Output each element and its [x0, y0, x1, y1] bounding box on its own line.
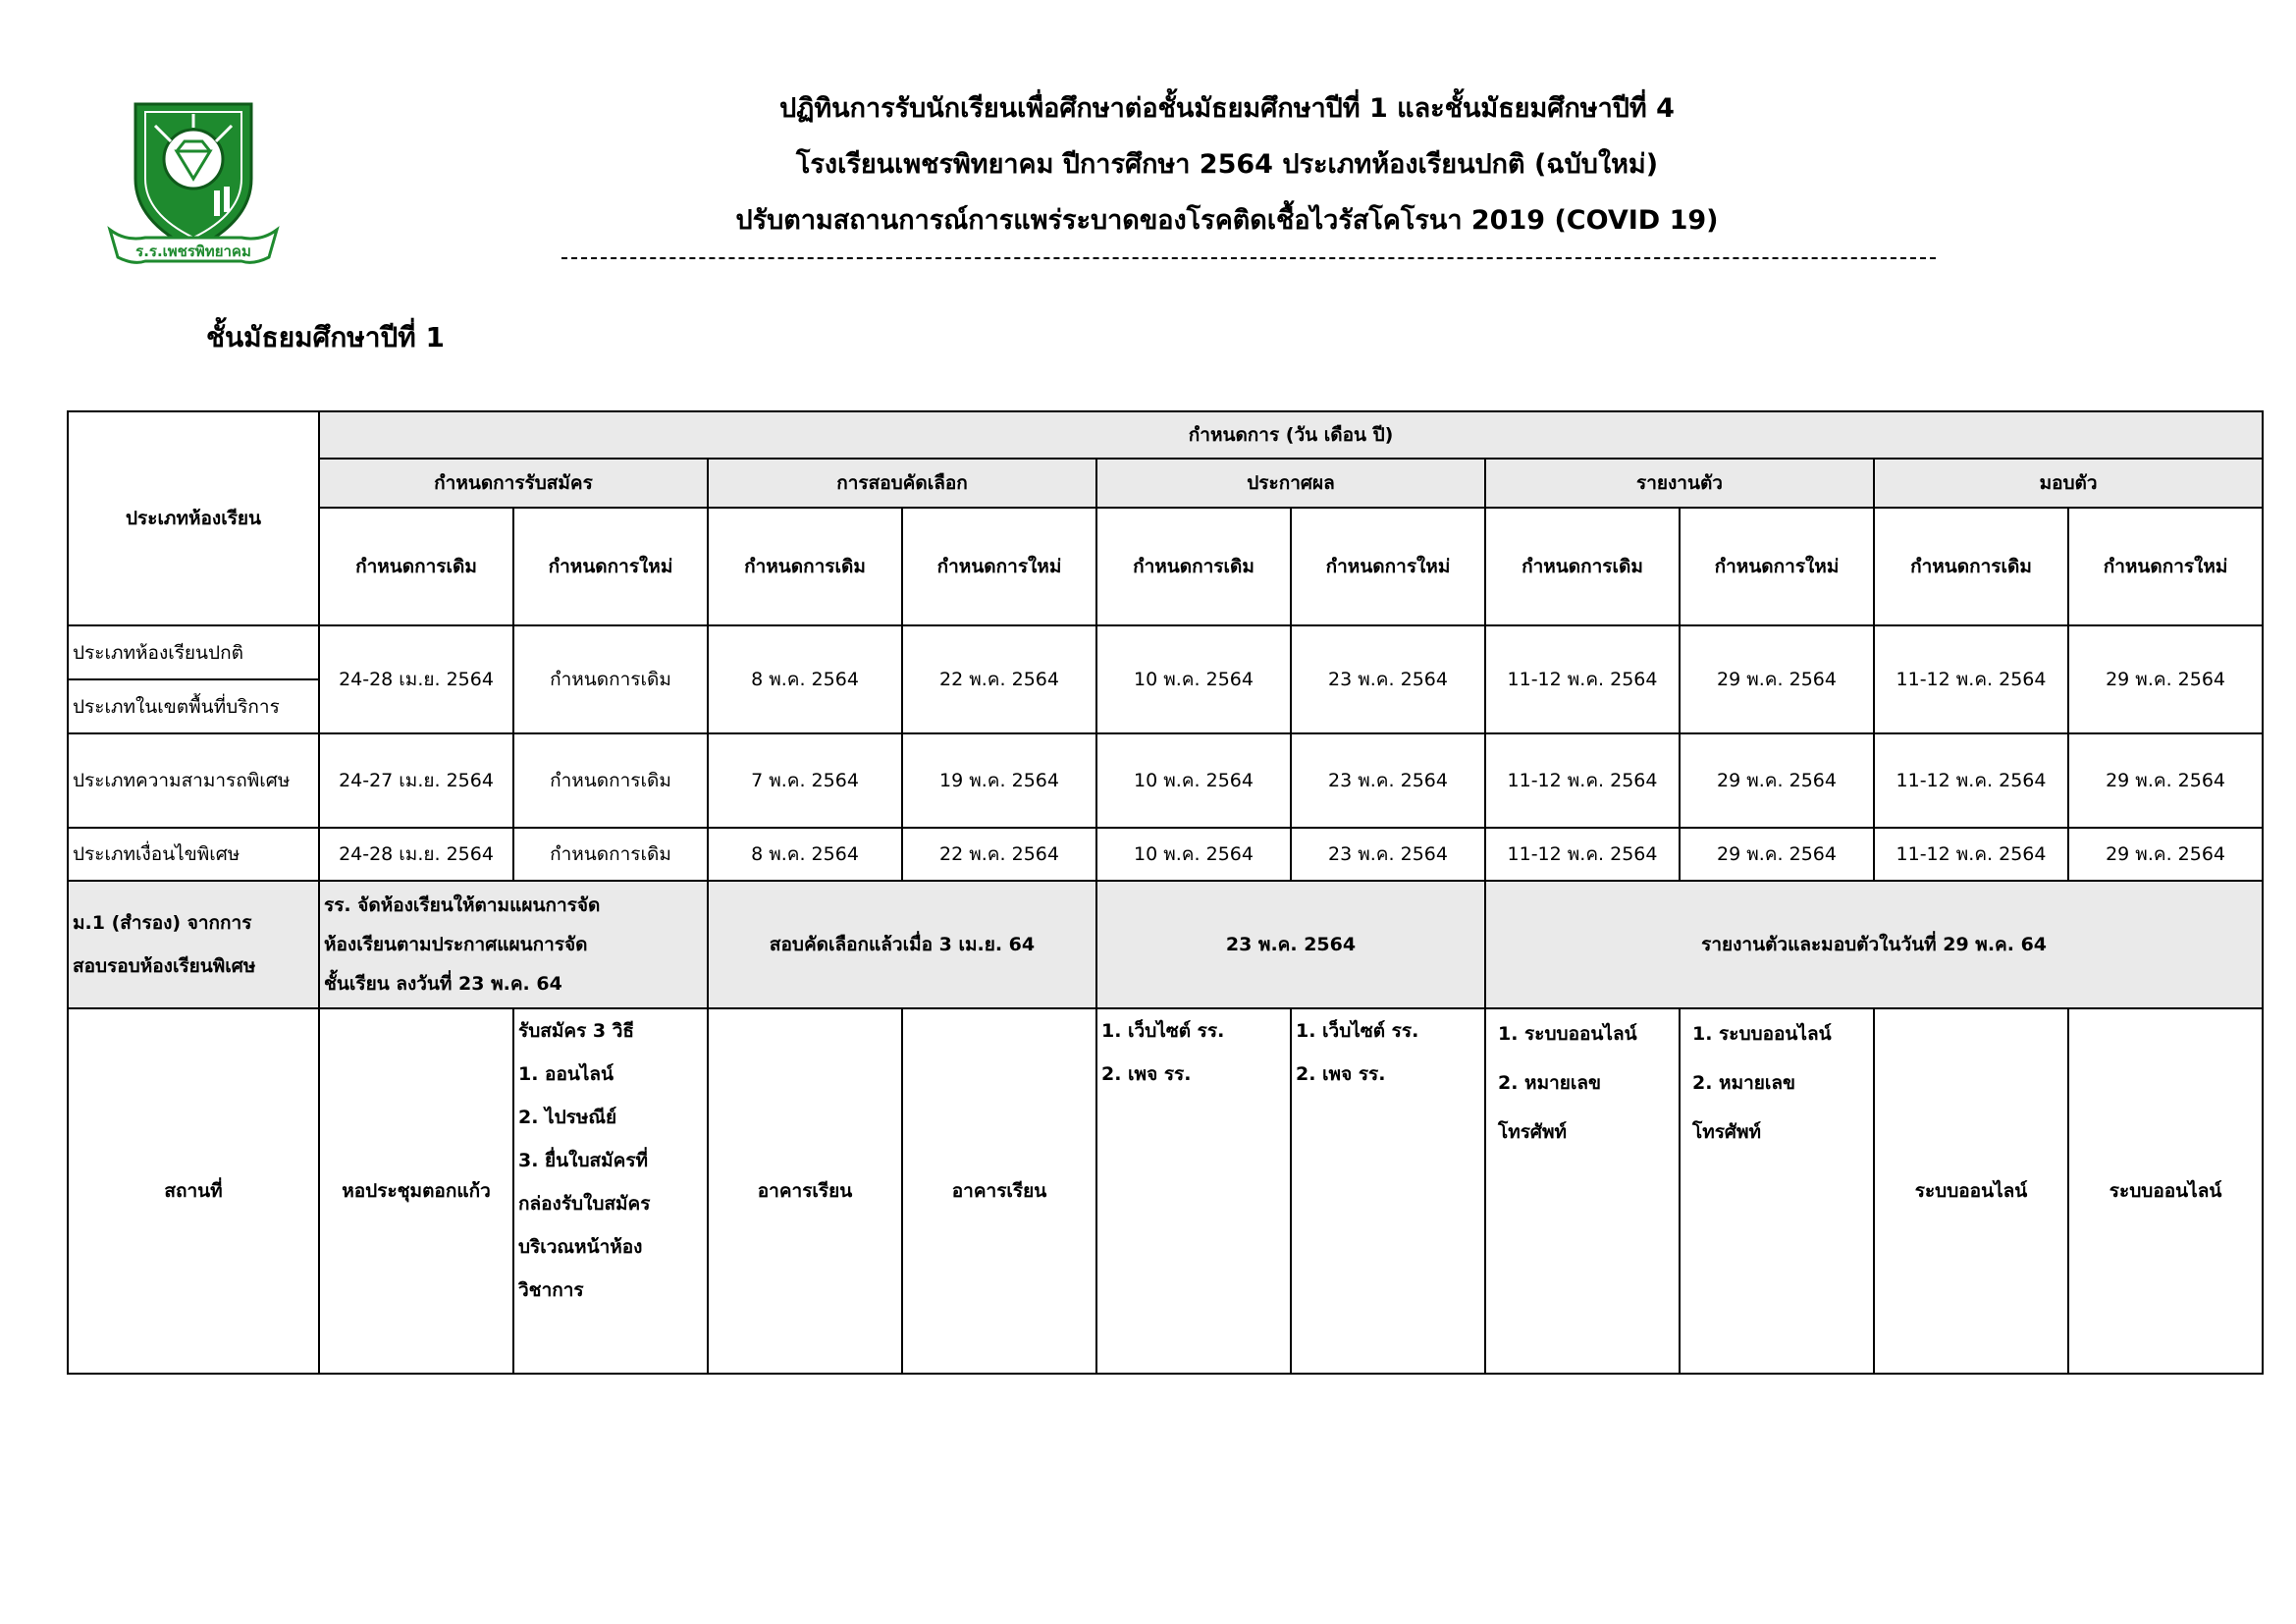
location-apply-new [513, 1008, 708, 1374]
location-line: 1. ออนไลน์ [518, 1063, 614, 1085]
apply-new-header: กำหนดการใหม่ [513, 508, 708, 625]
location-handover-original: ระบบออนไลน์ [1874, 1008, 2068, 1374]
location-apply-original: หอประชุมตอกแก้ว [319, 1008, 513, 1374]
cell: 8 พ.ค. 2564 [708, 625, 902, 733]
exam-original-header: กำหนดการเดิม [708, 508, 902, 625]
cell: 11-12 พ.ค. 2564 [1874, 625, 2068, 733]
header-row-2 [68, 459, 2263, 508]
location-line: 2. เพจ รร. [1101, 1063, 1192, 1085]
type-reserve-line: ม.1 (สำรอง) จากการ [73, 912, 252, 934]
location-line: 2. ไปรษณีย์ [518, 1107, 617, 1128]
cell: 11-12 พ.ค. 2564 [1485, 625, 1680, 733]
location-announce-new [1291, 1008, 1485, 1374]
cell: 10 พ.ค. 2564 [1096, 625, 1291, 733]
report-original-header: กำหนดการเดิม [1485, 508, 1680, 625]
location-line: โทรศัพท์ [1498, 1121, 1568, 1143]
cell: กำหนดการเดิม [513, 625, 708, 733]
location-line: 1. ระบบออนไลน์ [1498, 1023, 1637, 1045]
cell: 10 พ.ค. 2564 [1096, 733, 1291, 828]
location-line: โทรศัพท์ [1692, 1121, 1762, 1143]
cell: 8 พ.ค. 2564 [708, 828, 902, 881]
schedule-header: กำหนดการ (วัน เดือน ปี) [319, 411, 2263, 459]
cell: 11-12 พ.ค. 2564 [1874, 828, 2068, 881]
cell: 11-12 พ.ค. 2564 [1485, 828, 1680, 881]
type-header: ประเภทห้องเรียน [68, 411, 319, 625]
location-line: 2. หมายเลข [1692, 1072, 1796, 1094]
cell: 11-12 พ.ค. 2564 [1874, 733, 2068, 828]
title-divider [561, 257, 1936, 259]
table-row-reserve [68, 881, 2263, 1008]
location-line: วิชาการ [518, 1279, 584, 1301]
location-line: 1. ระบบออนไลน์ [1692, 1023, 1832, 1045]
cell: 22 พ.ค. 2564 [902, 625, 1096, 733]
table-row-special [68, 733, 2263, 828]
school-logo [106, 84, 281, 271]
group-apply: กำหนดการรับสมัคร [319, 459, 708, 508]
document-title [550, 81, 1904, 248]
type-service-area: ประเภทในเขตพื้นที่บริการ [68, 679, 319, 733]
cell: 29 พ.ค. 2564 [1680, 625, 1874, 733]
location-handover-new: ระบบออนไลน์ [2068, 1008, 2263, 1374]
cell: 23 พ.ค. 2564 [1291, 828, 1485, 881]
announce-new-header: กำหนดการใหม่ [1291, 508, 1485, 625]
group-exam: การสอบคัดเลือก [708, 459, 1096, 508]
announce-original-header: กำหนดการเดิม [1096, 508, 1291, 625]
report-new-header: กำหนดการใหม่ [1680, 508, 1874, 625]
location-report-original [1485, 1008, 1680, 1374]
location-report-new [1680, 1008, 1874, 1374]
title-line-1: ปฏิทินการรับนักเรียนเพื่อศึกษาต่อชั้นมัธยมศึกษาปีที่ 1 และชั้นมัธยมศึกษาปีที่ 4 [779, 93, 1675, 124]
cell: 24-28 เม.ย. 2564 [319, 625, 513, 733]
type-regular: ประเภทห้องเรียนปกติ [68, 625, 319, 679]
cell: 11-12 พ.ค. 2564 [1485, 733, 1680, 828]
logo-text: ร.ร.เพชรพิทยาคม [135, 243, 251, 260]
reserve-apply-line: ชั้นเรียน ลงวันที่ 23 พ.ค. 64 [324, 973, 562, 995]
location-announce-original [1096, 1008, 1291, 1374]
cell: 23 พ.ค. 2564 [1291, 733, 1485, 828]
type-conditional: ประเภทเงื่อนไขพิเศษ [68, 828, 319, 881]
location-label: สถานที่ [68, 1008, 319, 1374]
cell: 24-27 เม.ย. 2564 [319, 733, 513, 828]
cell: 29 พ.ค. 2564 [2068, 828, 2263, 881]
location-line: 1. เว็บไซต์ รร. [1101, 1020, 1225, 1042]
header-row-1 [68, 411, 2263, 459]
table-row-regular [68, 625, 2263, 679]
schedule-table [67, 410, 2264, 1375]
location-line: 2. หมายเลข [1498, 1072, 1602, 1094]
cell: 7 พ.ค. 2564 [708, 733, 902, 828]
type-reserve [68, 881, 319, 1008]
cell: 10 พ.ค. 2564 [1096, 828, 1291, 881]
group-announce: ประกาศผล [1096, 459, 1485, 508]
reserve-apply-line: ห้องเรียนตามประกาศแผนการจัด [324, 934, 588, 955]
location-line: 3. ยื่นใบสมัครที่ [518, 1150, 649, 1171]
handover-original-header: กำหนดการเดิม [1874, 508, 2068, 625]
location-exam-new: อาคารเรียน [902, 1008, 1096, 1374]
reserve-apply-line: รร. จัดห้องเรียนให้ตามแผนการจัด [324, 894, 601, 916]
cell: 23 พ.ค. 2564 [1291, 625, 1485, 733]
school-crest-icon [106, 84, 281, 271]
reserve-exam: สอบคัดเลือกแล้วเมื่อ 3 เม.ย. 64 [708, 881, 1096, 1008]
cell: กำหนดการเดิม [513, 828, 708, 881]
reserve-apply [319, 881, 708, 1008]
level-heading: ชั้นมัธยมศึกษาปีที่ 1 [206, 321, 445, 353]
cell: 29 พ.ค. 2564 [2068, 625, 2263, 733]
cell: 29 พ.ค. 2564 [2068, 733, 2263, 828]
reserve-announce: 23 พ.ค. 2564 [1096, 881, 1485, 1008]
exam-new-header: กำหนดการใหม่ [902, 508, 1096, 625]
table-row-conditional [68, 828, 2263, 881]
group-report: รายงานตัว [1485, 459, 1874, 508]
group-handover: มอบตัว [1874, 459, 2263, 508]
title-line-3: ปรับตามสถานการณ์การแพร่ระบาดของโรคติดเชื้อไวรัสโคโรนา 2019 (COVID 19) [735, 205, 1719, 236]
location-line: รับสมัคร 3 วิธี [518, 1020, 635, 1042]
reserve-report: รายงานตัวและมอบตัวในวันที่ 29 พ.ค. 64 [1485, 881, 2263, 1008]
location-line: กล่องรับใบสมัคร [518, 1193, 651, 1215]
location-line: 2. เพจ รร. [1296, 1063, 1386, 1085]
title-line-2: โรงเรียนเพชรพิทยาคม ปีการศึกษา 2564 ประเภทห้องเรียนปกติ (ฉบับใหม่) [795, 149, 1659, 180]
type-reserve-line: สอบรอบห้องเรียนพิเศษ [73, 955, 256, 977]
cell: 22 พ.ค. 2564 [902, 828, 1096, 881]
location-line: 1. เว็บไซต์ รร. [1296, 1020, 1419, 1042]
location-exam-original: อาคารเรียน [708, 1008, 902, 1374]
cell: 24-28 เม.ย. 2564 [319, 828, 513, 881]
cell: กำหนดการเดิม [513, 733, 708, 828]
apply-original-header: กำหนดการเดิม [319, 508, 513, 625]
cell: 19 พ.ค. 2564 [902, 733, 1096, 828]
location-line: บริเวณหน้าห้อง [518, 1236, 643, 1258]
table-row-location [68, 1008, 2263, 1374]
header-row-3 [68, 508, 2263, 625]
cell: 29 พ.ค. 2564 [1680, 733, 1874, 828]
cell: 29 พ.ค. 2564 [1680, 828, 1874, 881]
handover-new-header: กำหนดการใหม่ [2068, 508, 2263, 625]
type-special: ประเภทความสามารถพิเศษ [68, 733, 319, 828]
